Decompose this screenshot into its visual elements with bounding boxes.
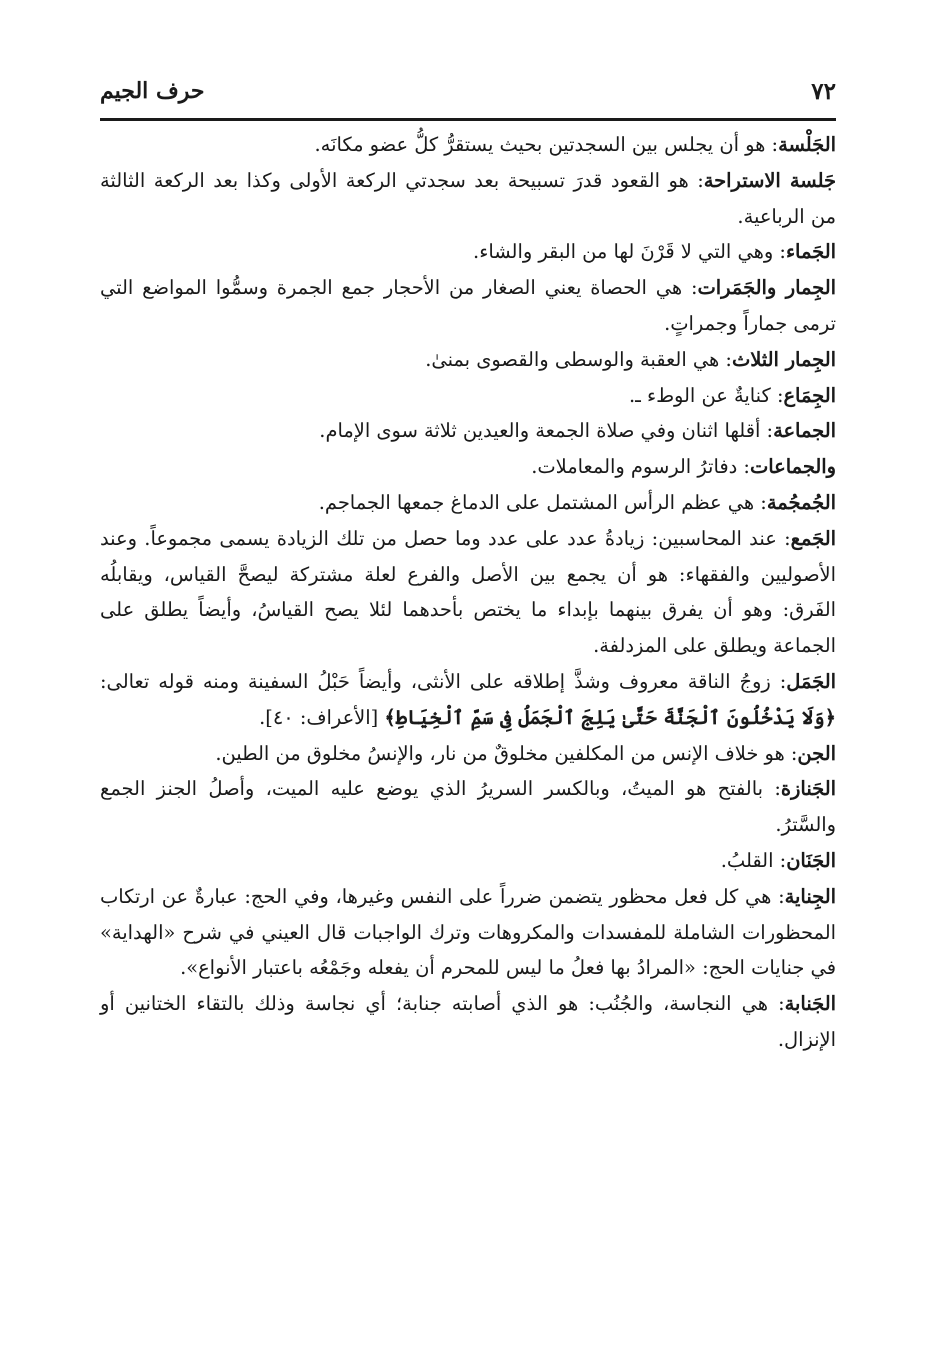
entry-definition: هي النجاسة، والجُنُب: هو الذي أصابته جنابة؛ أي نجاسة وذلك بالتقاء الختانين أو الإنزال. — [100, 992, 836, 1051]
glossary-entry: الجِمار والجَمَرات: هي الحصاة يعني الصغار من الأحجار جمع الجمرة وسمُّوا المواضع التي ترمى جماراً وجمراتٍ. — [100, 276, 836, 335]
entry-definition: هو القعود قدرَ تسبيحة بعد سجدتي الركعة الأولى وكذا بعد الركعة الثالثة من الرباعية. — [100, 168, 836, 228]
glossary-entry: الجَلْسة: هو أن يجلس بين السجدتين بحيث يستقرُّ كلُّ عضو مكانَه. — [314, 133, 836, 156]
entry-definition: بالفتح هو الميتُ، وبالكسر السريرُ الذي يوضع عليه الميت، وأصلُ الجنز الجمع والسَّترُ. — [100, 777, 836, 837]
glossary-entries — [100, 127, 836, 1058]
entry-definition: زوجُ الناقة معروف وشذَّ إطلاقه على الأنثى، وأيضاً حَبْلُ السفينة ومنه قوله تعالى: — [100, 669, 771, 693]
entry-definition: هو خلاف الإنس من المكلفين مخلوقٌ من نار، والإنسُ مخلوق من الطين. — [215, 741, 785, 765]
glossary-entry: الجَمع: عند المحاسبين: زيادةُ عدد على عدد وما حصل من تلك الزيادة يسمى مجموعاً. وعند الأصوليين والفقهاء: هو أن يجمع بين الأصل والفرع لعلة مشتركة ليصحَّ القياس، ويقابلُه الفَرق: وهو أن يفرق بينهما بإبداء ما يختص بأحدهما لئلا يصح القياسُ، وأيضاً يطلق على الجماعة ويطلق على المزدلفة. — [100, 526, 836, 658]
glossary-entry: الجَنازة: بالفتح هو الميتُ، وبالكسر السريرُ الذي يوضع عليه الميت، وأصلُ الجنز الجمع والسَّترُ. — [100, 777, 836, 837]
entry-definition: القلبُ. — [720, 848, 774, 872]
glossary-entry: الجُمجُمة: هي عظم الرأس المشتمل على الدماغ جمعها الجماجم. — [318, 490, 836, 514]
glossary-entry: الجِمار الثلاث: هي العقبة والوسطى والقصوى بمنىٰ. — [425, 347, 836, 371]
glossary-entry: جَلسة الاستراحة: هو القعود قدرَ تسبيحة بعد سجدتي الركعة الأولى وكذا بعد الركعة الثالثة من الرباعية. — [100, 168, 836, 228]
entry-definition: عند المحاسبين: زيادةُ عدد على عدد وما حصل من تلك الزيادة يسمى مجموعاً. وعند الأصوليين والفقهاء: هو أن يجمع بين الأصل والفرع لعلة مشتركة ليصحَّ القياس، ويقابلُه الفَرق: وهو أن يفرق بينهما بإبداء ما يختص بأحدهما لئلا يصح القياسُ، وأيضاً يطلق على الجماعة ويطلق على المزدلفة. — [100, 526, 836, 658]
entry-term: الجن — [797, 741, 836, 765]
entry-term: الجَلْسة — [778, 133, 836, 156]
entry-definition: هي العقبة والوسطى والقصوى بمنىٰ. — [425, 347, 720, 371]
entry-term: الجَنابة — [784, 992, 836, 1016]
entry-term: والجماعات — [749, 455, 836, 479]
quran-verse: ﴿وَلَا يَدْخُلُونَ ٱلْجَنَّةَ حَتَّىٰ يَلِجَ ٱلْجَمَلُ فِى سَمِّ ٱلْخِيَاطِ﴾ — [384, 705, 836, 729]
entry-term: الجَمَل — [786, 669, 836, 693]
entry-definition: كنايةٌ عن الوطء ـ. — [628, 383, 771, 407]
glossary-entry: الجماعة: أقلها اثنان وفي صلاة الجمعة والعيدين ثلاثة سوى الإمام. — [319, 419, 836, 443]
page-number: ٧٢ — [811, 78, 836, 105]
entry-term: الجِمَاع — [783, 383, 836, 407]
header-divider — [100, 118, 836, 121]
entry-term: الجَمع — [790, 526, 836, 550]
glossary-entry: والجماعات: دفاترُ الرسوم والمعاملات. — [531, 455, 836, 479]
entry-term: الجماعة — [773, 419, 836, 443]
entry-term: الجَنَان — [786, 848, 836, 872]
entry-definition: هي كل فعل محظور يتضمن ضرراً على النفس وغيرها، وفي الحج: عبارةٌ عن ارتكاب المحظورات الشاملة للمفسدات والمكروهات وترك الواجبات قال العيني في شرح «الهداية» في جنايات الحج: «المرادُ بها فعلُ ما ليس للمحرم أن يفعله وجَمْعُه باعتبار الأنواع». — [100, 884, 836, 980]
entry-definition: دفاترُ الرسوم والمعاملات. — [531, 455, 738, 479]
entry-term: الجَنازة — [780, 777, 836, 801]
verse-citation: [الأعراف: ٤٠]. — [259, 705, 385, 729]
entry-term: جَلسة الاستراحة — [703, 168, 836, 192]
entry-term: الجِمار والجَمَرات — [697, 276, 836, 300]
book-page — [100, 70, 836, 1340]
entry-term: الجِمار الثلاث — [731, 347, 836, 371]
glossary-entry: الجَمَل: زوجُ الناقة معروف وشذَّ إطلاقه على الأنثى، وأيضاً حَبْلُ السفينة ومنه قوله تعالى: ﴿وَلَا يَدْخُلُونَ ٱلْجَنَّةَ حَتَّىٰ يَلِجَ ٱلْجَمَلُ فِى سَمِّ ٱلْخِيَاطِ﴾ [الأعراف: ٤٠]. — [100, 669, 836, 729]
glossary-entry: الجِناية: هي كل فعل محظور يتضمن ضرراً على النفس وغيرها، وفي الحج: عبارةٌ عن ارتكاب المحظورات الشاملة للمفسدات والمكروهات وترك الواجبات قال العيني في شرح «الهداية» في جنايات الحج: «المرادُ بها فعلُ ما ليس للمحرم أن يفعله وجَمْعُه باعتبار الأنواع». — [100, 884, 836, 980]
glossary-entry: الجَنابة: هي النجاسة، والجُنُب: هو الذي أصابته جنابة؛ أي نجاسة وذلك بالتقاء الختانين أو الإنزال. — [100, 992, 836, 1051]
entry-term: الجُمجُمة — [766, 490, 836, 514]
entry-definition: هو أن يجلس بين السجدتين بحيث يستقرُّ كلُّ عضو مكانَه. — [314, 133, 766, 156]
entry-term: الجِناية — [784, 884, 836, 908]
running-title: حرف الجيم — [100, 78, 205, 104]
entry-definition: هي عظم الرأس المشتمل على الدماغ جمعها الجماجم. — [318, 490, 755, 514]
glossary-entry: الجن: هو خلاف الإنس من المكلفين مخلوقٌ من نار، والإنسُ مخلوق من الطين. — [215, 741, 836, 765]
glossary-entry: الجِمَاع: كنايةٌ عن الوطء ـ. — [628, 383, 836, 407]
entry-definition: وهي التي لا قَرْنَ لها من البقر والشاء. — [473, 240, 774, 264]
glossary-entry: الجَنَان: القلبُ. — [720, 848, 836, 872]
page-header — [100, 70, 836, 116]
entry-term: الجَماء — [785, 240, 836, 264]
glossary-entry: الجَماء: وهي التي لا قَرْنَ لها من البقر والشاء. — [473, 240, 836, 264]
entry-definition: هي الحصاة يعني الصغار من الأحجار جمع الجمرة وسمُّوا المواضع التي ترمى جماراً وجمراتٍ. — [100, 276, 836, 335]
entry-definition: أقلها اثنان وفي صلاة الجمعة والعيدين ثلاثة سوى الإمام. — [319, 419, 761, 443]
